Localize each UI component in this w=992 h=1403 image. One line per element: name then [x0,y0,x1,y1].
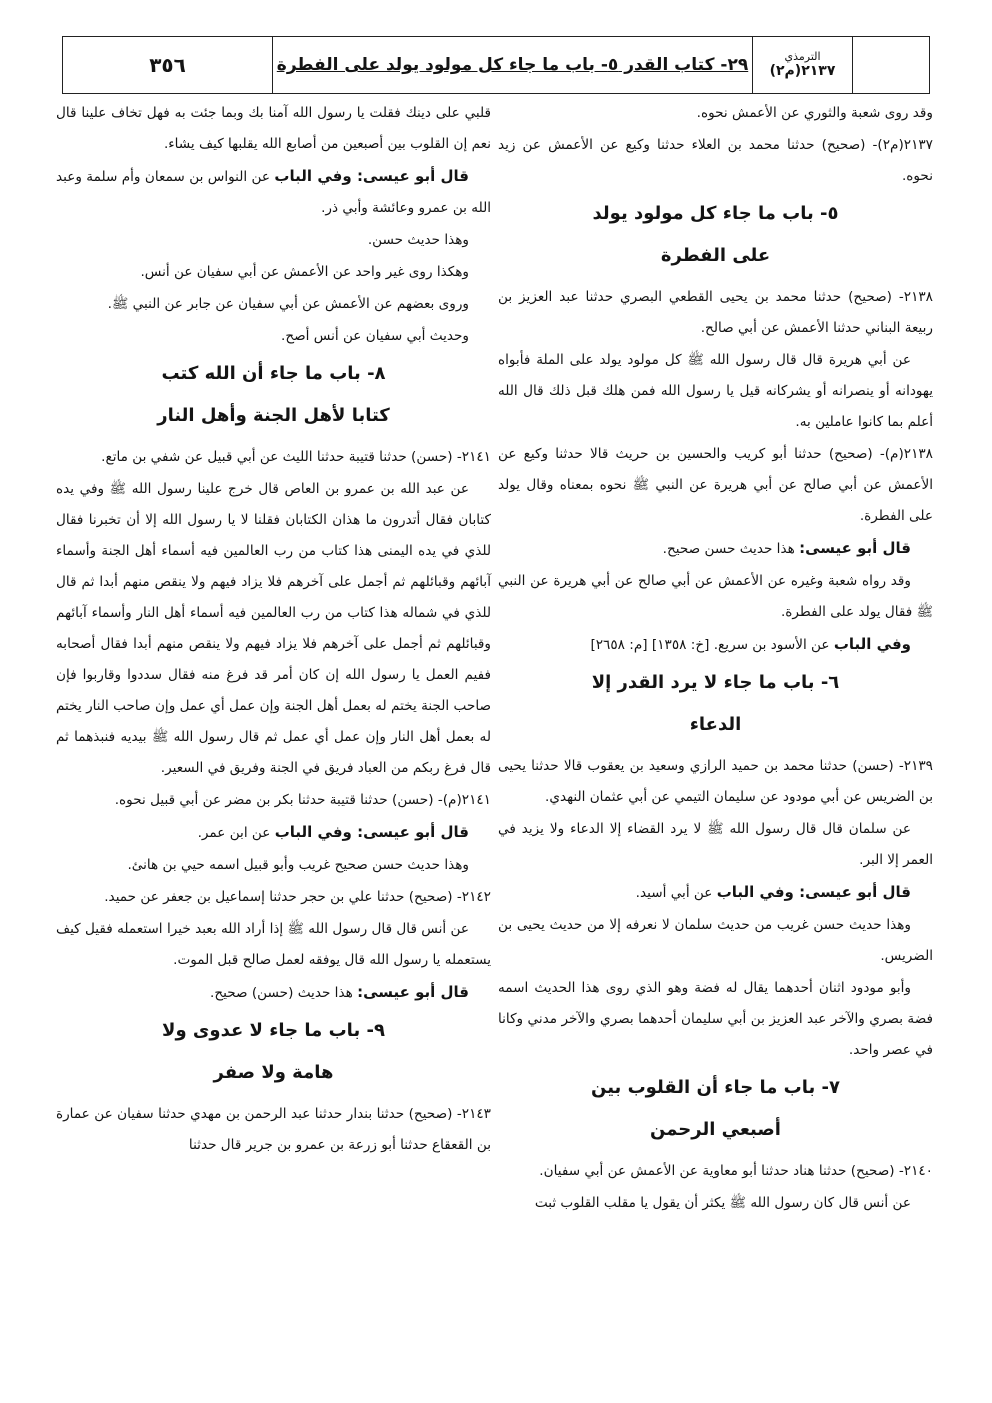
paragraph: وأبو مودود اثنان أحدهما يقال له فضة وهو الذي روى هذا الحديث اسمه فضة بصري والآخر عبد العزيز بن أبي سليمان أحدهما بصري والآخر مدني وكانا في عصر واحد. [498,980,933,1058]
page-number: ٣٥٦ [63,37,273,93]
chapter-heading: ٨- باب ما جاء أن الله كتب [161,363,386,384]
left-column [56,98,491,1162]
chapter-heading-continued: على الفطرة [660,245,771,266]
chapter-heading: ٧- باب ما جاء أن القلوب بين [591,1077,840,1098]
chapter-heading-continued: أصبعي الرحمن [650,1119,781,1140]
right-column [498,98,933,1220]
reference-numbers: ٢١٣٧(م٢) [769,63,836,80]
commentary-text: عن أبي أسيد. [635,885,717,901]
commentary-text: هذا حديث (حسن) صحيح. [210,985,358,1001]
chapter-heading: ٥- باب ما جاء كل مولود يولد [592,203,839,224]
commentary-text: عن الأسود بن سريع. [خ: ١٣٥٨] [م: ٢٦٥٨] [590,637,834,653]
chapter-heading-continued: كتابا لأهل الجنة وأهل النار [157,405,390,426]
hadith-chain: ٢١٣٩- (حسن) حدثنا محمد بن حميد الرازي وسعيد بن يعقوب قالا حدثنا يحيى بن الضريس عن أبي مودود عن سليمان التيمي عن أبي عثمان النهدي. [498,758,933,805]
hadith-chain: ٢١٤٣- (صحيح) حدثنا بندار حدثنا عبد الرحمن بن مهدي حدثنا سفيان عن عمارة بن القعقاع حدثنا أبو زرعة بن عمرو بن جرير قال حدثنا [56,1106,491,1153]
paragraph: وحديث أبي سفيان عن أنس أصح. [281,328,469,344]
paragraph: وقد رواه شعبة وغيره عن الأعمش عن أبي صالح عن أبي هريرة عن النبي ﷺ فقال يولد على الفطرة. [498,573,933,620]
commentary-label: وفي الباب [833,635,911,653]
paragraph: وقد روى شعبة والثوري عن الأعمش نحوه. [696,105,933,121]
commentary-label: قال أبو عيسى: وفي الباب [274,823,469,841]
hadith-chain: ٢١٤١(م)- (حسن) حدثنا قتيبة حدثنا بكر بن مضر عن أبي قبيل نحوه. [114,792,491,808]
commentary [498,877,933,909]
chapter-heading: ٦- باب ما جاء لا يرد القدر إلا [591,672,840,693]
commentary [498,533,933,565]
commentary [498,629,933,661]
commentary-label: قال أبو عيسى: [799,539,911,557]
hadith-reference [753,37,853,93]
paragraph: وروى بعضهم عن الأعمش عن أبي سفيان عن جابر عن النبي ﷺ. [107,296,469,312]
hadith-chain: ٢١٣٨- (صحيح) حدثنا محمد بن يحيى القطعي البصري حدثنا عبد العزيز بن ربيعة البناني حدثنا الأعمش عن أبي صالح. [498,289,933,336]
commentary [56,817,491,849]
hadith-text: قلبي على دينك فقلت يا رسول الله آمنا بك وبما جئت به فهل تخاف علينا قال نعم إن القلوب بين أصبعين من أصابع الله يقلبها كيف يشاء. [56,105,491,152]
commentary-text: هذا حديث حسن صحيح. [662,541,800,557]
page-header [62,36,930,94]
hadith-chain: ٢١٣٨(م)- (صحيح) حدثنا أبو كريب والحسين بن حريث قالا حدثنا وكيع عن الأعمش عن أبي صالح عن أبي هريرة عن النبي ﷺ نحوه بمعناه وقال يولد على الفطرة. [498,446,933,524]
running-title: ٢٩- كتاب القدر ٥- باب ما جاء كل مولود يولد على الفطرة [273,37,753,93]
commentary-label: قال أبو عيسى: [357,983,469,1001]
hadith-text: عن سلمان قال قال رسول الله ﷺ لا يرد القضاء إلا الدعاء ولا يزيد في العمر إلا البر. [498,821,933,868]
chapter-heading: ٩- باب ما جاء لا عدوى ولا [162,1020,385,1041]
commentary-label: قال أبو عيسى: وفي الباب [716,883,911,901]
paragraph: وهذا حديث حسن غريب من حديث سلمان لا نعرفه إلا من حديث يحيى بن الضريس. [498,917,933,964]
hadith-text: عن عبد الله بن عمرو بن العاص قال خرج علينا رسول الله ﷺ وفي يده كتابان فقال أتدرون ما هذان الكتابان فقلنا لا يا رسول الله إلا أن تخبرنا فقال للذي في يده اليمنى هذا كتاب من رب العالمين فيه أسماء أهل الجنة وأسماء آبائهم وقبائلهم ثم أجمل على آخرهم فلا يزاد فيهم ولا ينقص منهم أبدا ثم قال للذي في شماله هذا كتاب من رب العالمين فيه أسماء أهل النار وأسماء آبائهم وقبائلهم ثم أجمل على آخرهم فلا يزاد فيهم ولا ينقص منهم أبدا فقال أصحابه ففيم العمل يا رسول الله إن كان أمر قد فرغ منه فقال سددوا وقاربوا فإن صاحب الجنة يختم له بعمل أهل الجنة وإن عمل أي عمل وإن صاحب النار يختم له بعمل أهل النار وإن عمل أي عمل ثم قال رسول الله ﷺ بيديه فنبذهما ثم قال فرغ ربكم من العباد فريق في الجنة وفريق في السعير. [56,481,491,776]
paragraph: وهكذا روى غير واحد عن الأعمش عن أبي سفيان عن أنس. [140,264,469,280]
paragraph: وهذا حديث حسن صحيح غريب وأبو قبيل اسمه حيي بن هانئ. [127,857,469,873]
chapter-heading-continued: هامة ولا صفر [213,1062,334,1083]
hadith-text: عن أنس قال قال رسول الله ﷺ إذا أراد الله بعبد خيرا استعمله فقيل كيف يستعمله يا رسول الله قال يوفقه لعمل صالح قبل الموت. [56,921,491,968]
header-blank-cell [853,37,929,93]
hadith-chain: ٢١٤١- (حسن) حدثنا قتيبة حدثنا الليث عن أبي قبيل عن شفي بن ماتع. [101,449,491,465]
hadith-text: عن أبي هريرة قال قال رسول الله ﷺ كل مولود يولد على الملة فأبواه يهودانه أو ينصرانه أو يشركانه قيل يا رسول الله فمن هلك قبل ذلك قال الله أعلم بما كانوا عاملين به. [498,352,933,430]
commentary-text: عن النواس بن سمعان وأم سلمة وعبد الله بن عمرو وعائشة وأبي ذر. [56,169,491,216]
hadith-chain: ٢١٤٠- (صحيح) حدثنا هناد حدثنا أبو معاوية عن الأعمش عن أبي سفيان. [539,1163,933,1179]
commentary-text: عن ابن عمر. [197,825,275,841]
chapter-heading-continued: الدعاء [689,714,742,735]
commentary-label: قال أبو عيسى: وفي الباب [274,167,469,185]
hadith-chain: ٢١٣٧(م٢)- (صحيح) حدثنا محمد بن العلاء حدثنا وكيع عن الأعمش عن زيد نحوه. [498,137,933,184]
commentary [56,161,491,224]
paragraph: وهذا حديث حسن. [367,232,469,248]
hadith-text: عن أنس قال كان رسول الله ﷺ يكثر أن يقول يا مقلب القلوب ثبت [534,1195,911,1211]
reference-label: الترمذي [784,49,821,63]
commentary [56,977,491,1009]
hadith-chain: ٢١٤٢- (صحيح) حدثنا علي بن حجر حدثنا إسماعيل بن جعفر عن حميد. [104,889,491,905]
